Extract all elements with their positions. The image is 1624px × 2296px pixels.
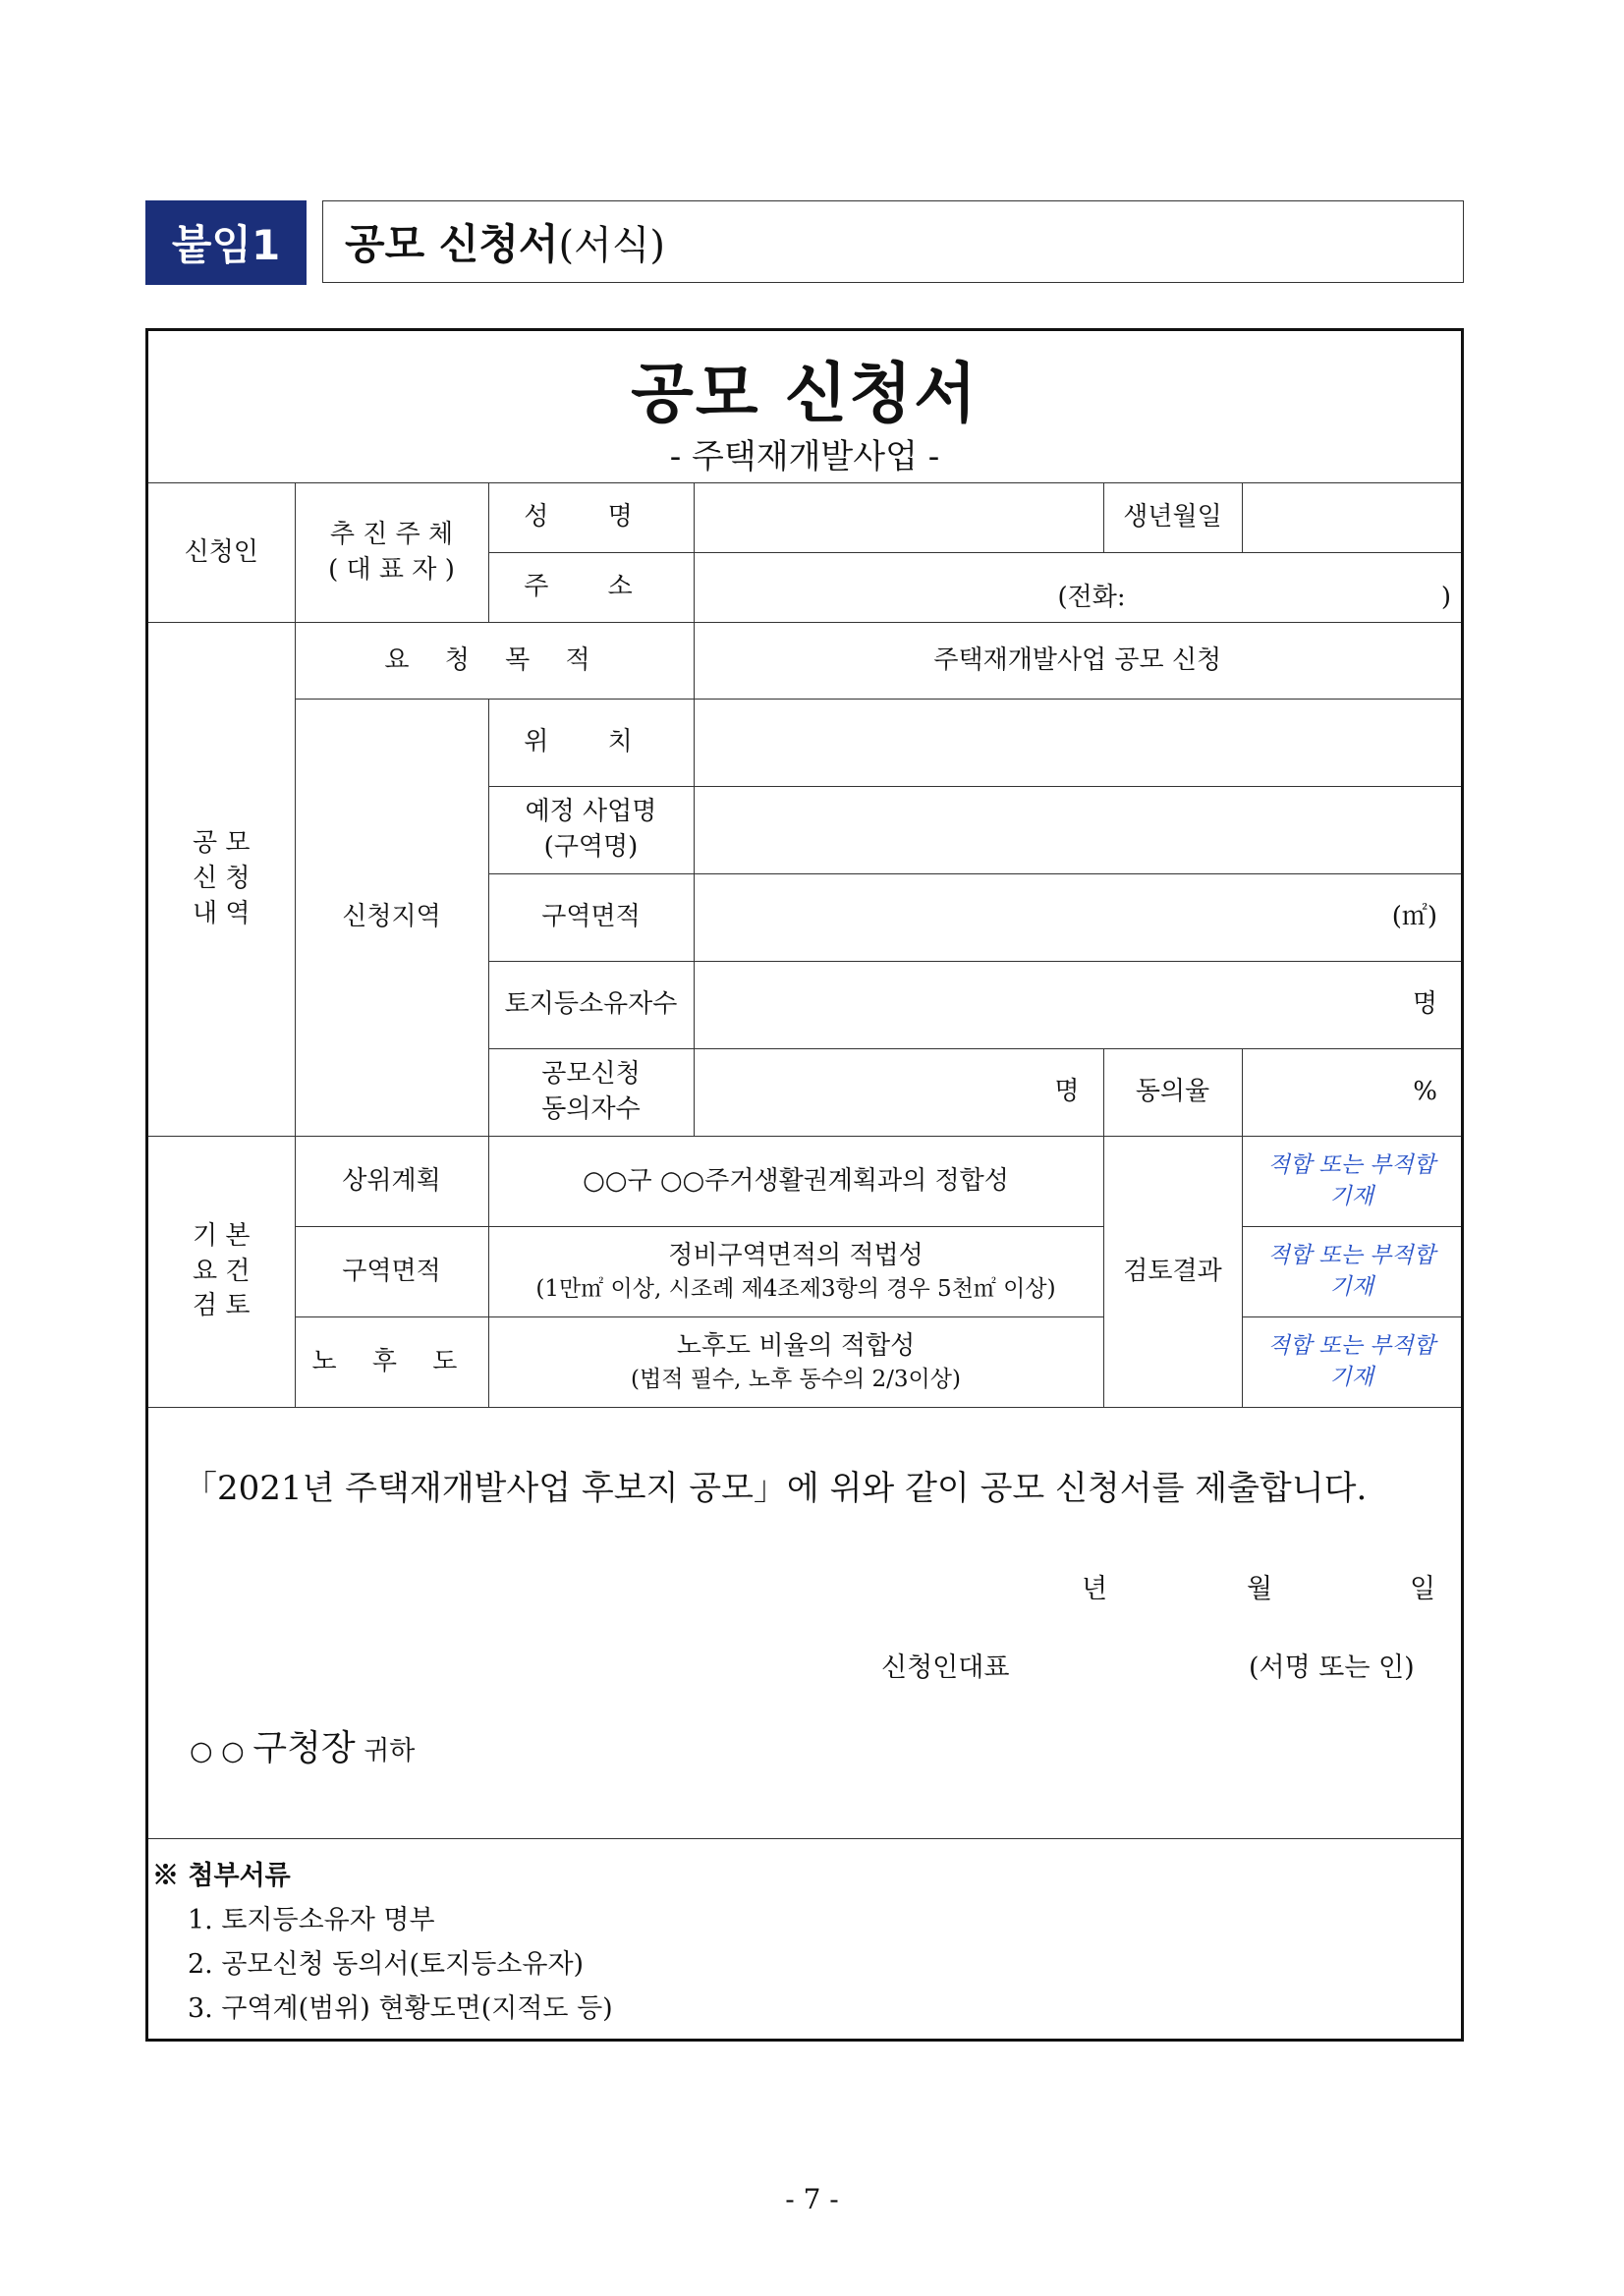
owners-unit: 명 xyxy=(1412,989,1437,1020)
consent-count-field[interactable] xyxy=(694,1049,1103,1137)
consent-label xyxy=(488,1049,694,1137)
doc-title: 공모 신청서 xyxy=(345,220,559,268)
review-result-field[interactable] xyxy=(1242,1137,1461,1227)
consent-rate-unit: % xyxy=(1413,1077,1437,1107)
page-number: - 7 - xyxy=(785,2183,839,2215)
zone-area-field[interactable] xyxy=(694,874,1461,962)
project-name-field[interactable] xyxy=(694,787,1461,874)
review-label xyxy=(148,1137,295,1408)
review-label-line1: 기 본 xyxy=(193,1220,251,1251)
review-item-desc xyxy=(488,1317,1103,1408)
consent-label-line1: 공모신청 xyxy=(541,1059,641,1090)
project-name-label-line1: 예정 사업명 xyxy=(525,797,657,827)
form-subtitle: - 주택재개발사업 - xyxy=(669,437,940,476)
entity-label-line1: 추 진 주 체 xyxy=(329,519,454,549)
review-result-line2: 기재 xyxy=(1329,1273,1373,1300)
application-form xyxy=(145,328,1464,2042)
attachments-divider xyxy=(148,1838,1461,1839)
zone-area-label: 구역면적 xyxy=(488,874,694,962)
attachments-header: ※ 첨부서류 xyxy=(152,1861,291,1891)
review-item-label: 상위계획 xyxy=(295,1137,488,1227)
address-field[interactable] xyxy=(694,553,1461,623)
purpose-label: 요 청 목 적 xyxy=(295,623,694,700)
name-label: 성 명 xyxy=(488,483,694,553)
form-title: 공모 신청서 xyxy=(631,356,979,431)
doc-title-suffix: (서식) xyxy=(558,222,665,268)
review-result-line1: 적합 또는 부적합 xyxy=(1267,1332,1435,1359)
entity-label-line2: ( 대 표 자 ) xyxy=(328,554,455,585)
applicant-label: 신청인 xyxy=(148,483,295,623)
owners-field[interactable] xyxy=(694,962,1461,1049)
phone-close: ) xyxy=(1440,583,1451,613)
review-item-label: 구역면적 xyxy=(295,1227,488,1317)
attachment-item: 3. 구역계(범위) 현황도면(지적도 등) xyxy=(188,1993,613,2024)
doc-header xyxy=(145,200,1466,285)
phone-label: (전화: xyxy=(1057,583,1126,613)
birth-field[interactable] xyxy=(1242,483,1461,553)
date-month: 월 xyxy=(1247,1574,1273,1604)
project-name-label-line2: (구역명) xyxy=(543,832,639,862)
consent-rate-label: 동의율 xyxy=(1103,1049,1242,1137)
consent-label-line2: 동의자수 xyxy=(541,1094,641,1124)
details-label-line3: 내 역 xyxy=(193,898,251,928)
review-result-label: 검토결과 xyxy=(1103,1137,1242,1408)
location-field[interactable] xyxy=(694,700,1461,787)
review-result-line1: 적합 또는 부적합 xyxy=(1267,1151,1435,1178)
details-label xyxy=(148,623,295,1137)
addressee-suffix: 귀하 xyxy=(364,1736,416,1766)
review-item-label: 노 후 도 xyxy=(295,1317,488,1408)
signer-label: 신청인대표 xyxy=(881,1652,1010,1683)
purpose-value: 주택재개발사업 공모 신청 xyxy=(694,623,1461,700)
statement-text: 「2021년 주택재개발사업 후보지 공모」에 위와 같이 공모 신청서를 제출합니다. xyxy=(184,1469,1368,1508)
attachment-item: 1. 토지등소유자 명부 xyxy=(188,1905,435,1935)
review-result-line2: 기재 xyxy=(1329,1183,1373,1209)
review-desc-line2: (1만㎡ 이상, 시조례 제4조제3항의 경우 5천㎡ 이상) xyxy=(535,1275,1056,1302)
review-desc-line1: ○○구 ○○주거생활권계획과의 정합성 xyxy=(583,1165,1009,1196)
review-desc-line2: (법적 필수, 노후 동수의 2/3이상) xyxy=(631,1366,961,1392)
review-item-desc xyxy=(488,1227,1103,1317)
details-label-line2: 신 청 xyxy=(193,864,251,894)
date-year: 년 xyxy=(1082,1574,1108,1604)
zone-area-unit: (㎡) xyxy=(1391,902,1437,932)
consent-rate-field[interactable] xyxy=(1242,1049,1461,1137)
addressee xyxy=(190,1720,415,1770)
review-label-line2: 요 건 xyxy=(193,1256,251,1286)
review-item-desc xyxy=(488,1137,1103,1227)
form-table xyxy=(148,482,1461,1408)
doc-title-box xyxy=(322,200,1464,283)
address-label: 주 소 xyxy=(488,553,694,623)
addressee-prefix: ○ ○ xyxy=(190,1736,245,1766)
signer-note: (서명 또는 인) xyxy=(1249,1652,1415,1683)
review-result-line2: 기재 xyxy=(1329,1364,1373,1390)
attachments xyxy=(152,1854,613,2031)
review-label-line3: 검 토 xyxy=(193,1291,251,1321)
project-name-label xyxy=(488,787,694,874)
attachment-item: 2. 공모신청 동의서(토지등소유자) xyxy=(188,1949,585,1980)
owners-label: 토지등소유자수 xyxy=(488,962,694,1049)
review-result-field[interactable] xyxy=(1242,1227,1461,1317)
review-desc-line1: 정비구역면적의 적법성 xyxy=(668,1240,924,1270)
birth-label: 생년월일 xyxy=(1103,483,1242,553)
name-field[interactable] xyxy=(694,483,1103,553)
review-result-field[interactable] xyxy=(1242,1317,1461,1408)
review-result-line1: 적합 또는 부적합 xyxy=(1267,1242,1435,1268)
location-label: 위 치 xyxy=(488,700,694,787)
attachment-badge: 붙임1 xyxy=(145,200,307,285)
review-desc-line1: 노후도 비율의 적합성 xyxy=(676,1330,916,1361)
addressee-name: 구청장 xyxy=(252,1728,356,1768)
consent-unit: 명 xyxy=(1054,1077,1080,1107)
entity-label xyxy=(295,483,488,623)
details-label-line1: 공 모 xyxy=(193,828,251,859)
area-group-label: 신청지역 xyxy=(295,700,488,1137)
date-day: 일 xyxy=(1410,1574,1436,1604)
